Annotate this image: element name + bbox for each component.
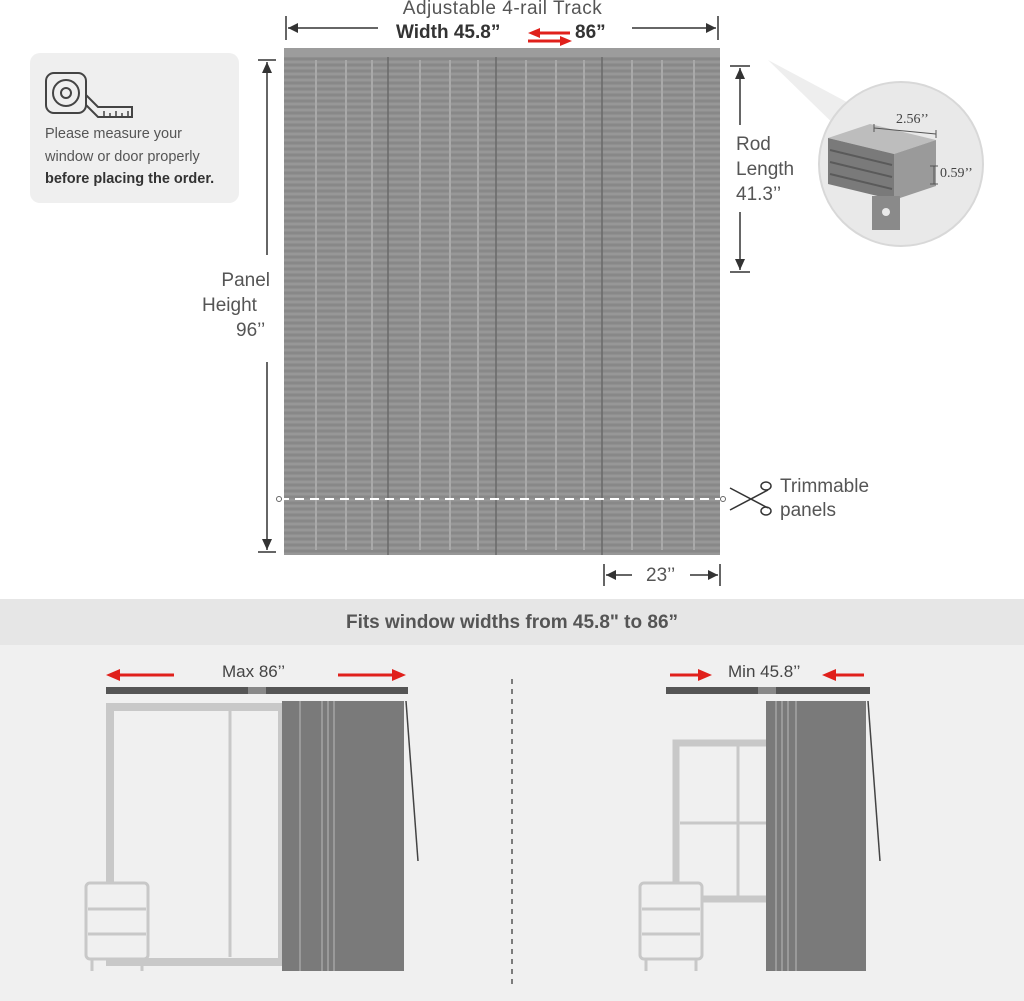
track-label: Adjustable 4-rail Track [402, 0, 603, 19]
panel-height-line-3: 96’’ [236, 320, 266, 341]
measure-line-1: Please measure your [45, 126, 183, 142]
rail-track [284, 48, 720, 57]
trim-line-1: Trimmable [780, 476, 870, 497]
rod-length-line-1: Rod [736, 134, 771, 155]
red-adjust-arrows [528, 28, 572, 46]
fabric-panels [284, 57, 720, 555]
measure-line-3: before placing the order. [45, 171, 215, 187]
min-configuration [640, 669, 880, 971]
min-width-label: Min 45.8’’ [728, 662, 801, 681]
rod-length-line-3: 41.3’’ [736, 184, 782, 205]
scissors-icon [730, 482, 771, 515]
rod-length-line-2: Length [736, 159, 795, 180]
panel-height-dimension [258, 60, 276, 552]
lower-diagram [0, 645, 1024, 1001]
panel-height-line-1: Panel [221, 270, 270, 291]
panel-3 [494, 57, 604, 555]
bracket-width-label: 2.56’’ [896, 112, 929, 127]
trim-line-2: panels [780, 500, 836, 521]
track-width-dimension [286, 16, 718, 40]
max-configuration [86, 669, 418, 971]
panel-1 [284, 57, 394, 555]
panel-2 [388, 57, 496, 555]
max-width-label: Max 86’’ [222, 662, 285, 681]
panel-height-line-2: Height [202, 295, 257, 316]
measure-line-2: window or door properly [45, 149, 200, 165]
bracket-height-label: 0.59’’ [940, 166, 973, 181]
panel-width-label: 23’’ [646, 565, 676, 586]
panel-4 [600, 57, 720, 555]
tape-measure-icon [44, 71, 134, 123]
width-max-label: 86” [575, 22, 606, 43]
measure-card [30, 53, 239, 203]
width-min-label: Width 45.8” [396, 22, 501, 43]
fits-banner-text: Fits window widths from 45.8" to 86” [345, 612, 679, 633]
